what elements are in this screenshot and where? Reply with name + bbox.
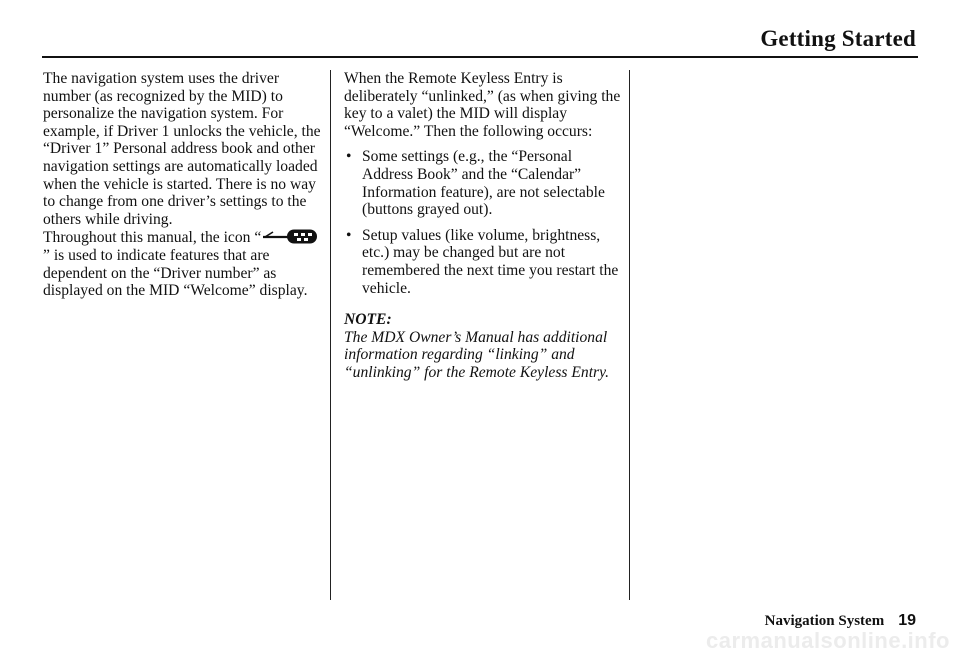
header-rule <box>42 56 918 58</box>
icon-explanation-text-before: Throughout this manual, the icon “ <box>43 229 262 247</box>
note-text: The MDX Owner’s Manual has additional information regarding “linking” and “unlinking” for the Remote Keyless Entry. <box>344 328 610 381</box>
bullet-marker: • <box>346 148 352 166</box>
list-item <box>344 227 622 297</box>
page-title: Getting Started <box>760 26 916 51</box>
list-item-text: Some settings (e.g., the “Personal Address Book” and the “Calendar” Information feature), are not selectable (buttons grayed out). <box>362 148 605 219</box>
column-divider-right <box>629 70 630 600</box>
unlinked-intro-paragraph: When the Remote Keyless Entry is deliberately “unlinked,” (as when giving the key to a valet) the MID will display “Welcome.” Then the following occurs: <box>344 70 621 140</box>
list-item-text: Setup values (like volume, brightness, etc.) may be changed but are not remembered the next time you restart the vehicle. <box>362 226 619 297</box>
driver-number-paragraph: The navigation system uses the driver number (as recognized by the MID) to personalize the navigation system. For example, if Driver 1 unlocks the vehicle, the “Driver 1” Personal address book and other navigation settings are automatically loaded when the vehicle is started. There is no way to change from one driver’s settings to the others while driving. <box>43 70 321 228</box>
left-column <box>43 70 323 300</box>
icon-explanation-paragraph <box>43 228 323 299</box>
icon-explanation-text-after: ” is used to indicate features that are dependent on the “Driver number” as displayed on the MID “Welcome” display. <box>43 246 308 300</box>
list-item <box>344 148 622 218</box>
right-column <box>344 70 622 382</box>
column-divider-left <box>330 70 331 600</box>
watermark: carmanualsonline.info <box>706 628 950 653</box>
footer-section-label: Navigation System <box>764 613 885 629</box>
bullet-marker: • <box>346 226 352 244</box>
note-heading: NOTE: <box>344 311 392 329</box>
key-fob-icon <box>261 228 319 245</box>
page-number: 19 <box>898 612 916 629</box>
consequence-list <box>344 148 622 297</box>
